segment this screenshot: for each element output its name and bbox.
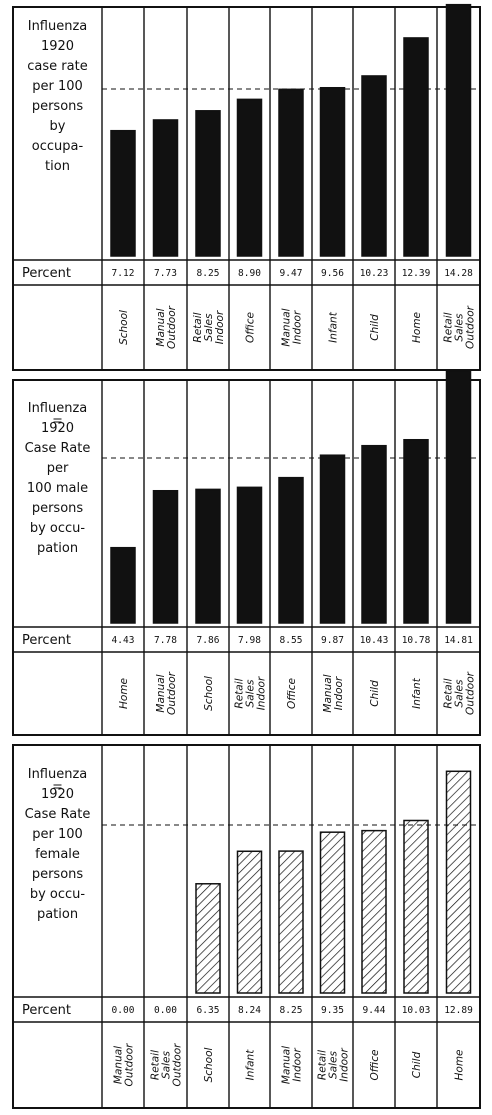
category-label: Outdoor — [171, 1043, 184, 1087]
chart-title-line: case rate — [27, 59, 88, 74]
chart-title-line: by occu- — [29, 521, 86, 536]
category-label: Sales — [160, 1051, 173, 1079]
category-label: Retail — [442, 678, 455, 709]
category-label: Manual — [155, 674, 167, 713]
value-label: 7.78 — [154, 635, 177, 646]
bar — [196, 884, 220, 993]
value-label: 8.25 — [279, 1005, 303, 1016]
category-label: Sales — [453, 679, 466, 708]
value-label: 7.73 — [154, 268, 177, 279]
bar — [238, 99, 262, 256]
chart-title-line: persons — [31, 867, 84, 882]
category-label: Infant — [244, 1049, 257, 1081]
chart-title-line: pation — [36, 541, 79, 556]
category-label: Indoor — [333, 676, 345, 711]
category-label: Office — [286, 678, 298, 709]
category-label: Indoor — [291, 310, 304, 345]
category-label: Outdoor — [166, 306, 178, 349]
category-label: Child — [411, 1051, 423, 1079]
chart-title-line: 1920 — [40, 787, 75, 802]
bar — [404, 820, 428, 993]
value-label: 9.35 — [321, 1005, 344, 1016]
category-label: Outdoor — [166, 672, 178, 715]
value-label: 10.03 — [401, 1005, 431, 1016]
category-label: Outdoor — [123, 1043, 136, 1087]
category-label: Home — [118, 677, 130, 710]
bar — [404, 38, 428, 256]
value-label: 8.90 — [238, 268, 261, 279]
percent-row-label: Percent — [22, 1003, 71, 1018]
category-label: Indoor — [214, 310, 226, 345]
chart-title-line: Influenza — [27, 19, 88, 34]
category-label: Retail — [316, 1049, 329, 1081]
chart-title-line: persons — [31, 99, 84, 114]
value-label: 7.98 — [238, 635, 261, 646]
chart-title-line: occupa- — [31, 139, 84, 154]
category-label: Sales — [203, 313, 215, 342]
chart-panel-1 — [13, 5, 480, 370]
value-label: 7.12 — [111, 268, 135, 279]
category-label: Child — [369, 314, 381, 341]
category-label: Indoor — [338, 1048, 351, 1082]
bar — [154, 491, 178, 623]
chart-title-line: tion — [45, 159, 70, 174]
value-label: 9.87 — [321, 635, 344, 646]
category-label: Infant — [411, 678, 423, 709]
category-label: Manual — [155, 308, 167, 347]
bar — [362, 446, 386, 623]
chart-title-line: by occu- — [29, 887, 86, 902]
category-label: Child — [369, 680, 381, 707]
value-label: 7.86 — [196, 635, 220, 646]
chart-title-line: female — [35, 847, 80, 862]
value-label: 0.00 — [154, 1005, 177, 1016]
chart-title-line: per 100 — [32, 79, 83, 94]
bar — [196, 489, 220, 623]
chart-title-line: Case Rate — [24, 807, 91, 822]
category-label: Office — [244, 312, 257, 343]
bar — [321, 832, 345, 993]
bar — [238, 487, 262, 623]
value-label: 8.24 — [238, 1005, 261, 1016]
category-label: Manual — [280, 308, 293, 347]
chart-title-line: per 100 — [32, 827, 83, 842]
chart-title-line: pation — [36, 907, 79, 922]
category-label: Retail — [149, 1049, 162, 1081]
category-label: Home — [411, 311, 423, 344]
value-label: 12.39 — [401, 268, 431, 279]
bar — [111, 548, 135, 623]
bar — [279, 851, 303, 993]
chart-title-line: persons — [31, 501, 84, 516]
value-label: 14.81 — [444, 635, 473, 646]
category-label: School — [118, 310, 130, 345]
value-label: 10.23 — [359, 268, 389, 279]
bar — [447, 5, 471, 256]
chart-title-line: 1920 — [40, 421, 75, 436]
chart-title-line: Case Rate — [24, 441, 91, 456]
chart-title-line: Influenza — [27, 401, 88, 416]
category-label: Indoor — [291, 1048, 304, 1082]
category-label: Office — [369, 1049, 381, 1081]
category-label: Retail — [192, 312, 204, 343]
bar — [154, 120, 178, 256]
chart-title-line: by — [49, 119, 66, 134]
category-label: Indoor — [255, 676, 268, 711]
value-label: 10.43 — [359, 635, 389, 646]
percent-row-label: Percent — [22, 633, 71, 648]
category-label: Infant — [327, 312, 340, 343]
category-label: Outdoor — [464, 306, 477, 349]
chart-title-line: per — [46, 461, 69, 476]
value-label: 9.56 — [321, 268, 344, 279]
category-label: Retail — [233, 678, 246, 709]
category-label: School — [203, 676, 215, 711]
chart-panel-3 — [13, 745, 480, 1108]
chart-title-line: 1920 — [40, 39, 75, 54]
category-label: Manual — [112, 1045, 125, 1085]
category-label: School — [203, 1047, 215, 1083]
bar — [404, 440, 428, 623]
bar — [321, 455, 345, 623]
value-label: 14.28 — [444, 268, 473, 279]
bar — [321, 88, 345, 256]
bar — [196, 111, 220, 256]
category-label: Sales — [244, 679, 257, 708]
category-label: Manual — [280, 1045, 293, 1085]
category-label: Sales — [327, 1051, 340, 1079]
bar — [238, 851, 262, 993]
percent-row-label: Percent — [22, 266, 71, 281]
category-label: Sales — [453, 313, 466, 342]
value-label: 8.25 — [196, 268, 220, 279]
value-label: 10.78 — [401, 635, 431, 646]
category-label: Home — [453, 1049, 466, 1081]
bar — [279, 478, 303, 623]
category-label: Outdoor — [464, 672, 477, 715]
chart-title-line: 100 male — [26, 481, 89, 496]
chart-panel-2 — [13, 371, 480, 735]
value-label: 4.43 — [111, 635, 135, 646]
bar — [111, 131, 135, 256]
bar — [362, 76, 386, 256]
value-label: 0.00 — [111, 1005, 135, 1016]
bar — [362, 831, 386, 993]
value-label: 8.55 — [279, 635, 303, 646]
chart-title-line: Influenza — [27, 767, 88, 782]
bar — [447, 371, 471, 623]
category-label: Manual — [322, 674, 334, 713]
bar — [279, 89, 303, 256]
category-label: Retail — [442, 312, 455, 343]
value-label: 6.35 — [196, 1005, 220, 1016]
bar — [447, 771, 471, 993]
value-label: 12.89 — [444, 1005, 473, 1016]
value-label: 9.44 — [362, 1005, 386, 1016]
value-label: 9.47 — [279, 268, 303, 279]
